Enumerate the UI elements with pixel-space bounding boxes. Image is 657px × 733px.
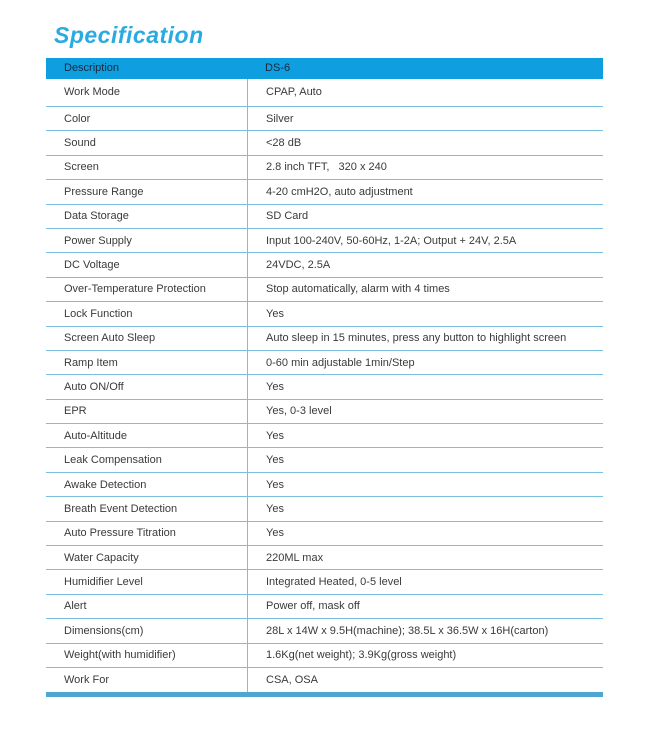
spec-label: Over-Temperature Protection: [64, 283, 206, 296]
table-row: [46, 351, 603, 375]
spec-label: Color: [64, 112, 91, 125]
table-bottom-bar: [46, 692, 603, 697]
specification-table: [46, 58, 603, 697]
table-row: [46, 497, 603, 521]
table-row: [46, 302, 603, 326]
table-row: [46, 375, 603, 399]
table-row: [46, 131, 603, 155]
spec-label: Power Supply: [64, 234, 132, 247]
spec-label: Screen: [64, 161, 99, 174]
spec-label: Work Mode: [64, 86, 121, 99]
table-row: [46, 522, 603, 546]
table-row: [46, 570, 603, 594]
spec-label: Data Storage: [64, 210, 129, 223]
spec-value: 1.6Kg(net weight); 3.9Kg(gross weight): [247, 644, 603, 667]
spec-value: 4-20 cmH2O, auto adjustment: [247, 180, 603, 203]
table-row: [46, 253, 603, 277]
table-header-description: Description: [64, 62, 120, 75]
spec-value: 220ML max: [247, 546, 603, 569]
spec-value: CSA, OSA: [247, 668, 603, 692]
table-row: [46, 448, 603, 472]
table-row: [46, 156, 603, 180]
spec-label: Water Capacity: [64, 551, 139, 564]
spec-value: 0-60 min adjustable 1min/Step: [247, 351, 603, 374]
table-body: [46, 79, 603, 692]
spec-label: Auto ON/Off: [64, 380, 124, 393]
spec-label: Awake Detection: [64, 478, 147, 491]
spec-label: Leak Compensation: [64, 454, 162, 467]
table-row: [46, 546, 603, 570]
spec-value: Power off, mask off: [247, 595, 603, 618]
spec-label: Ramp Item: [64, 356, 118, 369]
spec-value: Yes: [247, 375, 603, 398]
table-row: [46, 595, 603, 619]
spec-label: Sound: [64, 137, 96, 150]
spec-value: SD Card: [247, 205, 603, 228]
table-header-model: DS-6: [265, 62, 291, 75]
spec-label: Breath Event Detection: [64, 502, 178, 515]
spec-label: Screen Auto Sleep: [64, 332, 156, 345]
spec-label: Dimensions(cm): [64, 624, 144, 637]
spec-value: 24VDC, 2.5A: [247, 253, 603, 276]
spec-value: <28 dB: [247, 131, 603, 154]
table-row: [46, 424, 603, 448]
spec-value: Yes: [247, 424, 603, 447]
spec-value: Yes: [247, 302, 603, 325]
spec-value: Auto sleep in 15 minutes, press any button to highlight screen: [247, 327, 603, 350]
spec-label: Auto Pressure Titration: [64, 527, 176, 540]
spec-label: DC Voltage: [64, 258, 120, 271]
spec-value: Yes, 0-3 level: [247, 400, 603, 423]
spec-value: Input 100-240V, 50-60Hz, 1-2A; Output + 24V, 2.5A: [247, 229, 603, 252]
table-row: [46, 107, 603, 131]
spec-value: Yes: [247, 522, 603, 545]
table-row: [46, 79, 603, 107]
table-row: [46, 278, 603, 302]
spec-value: 28L x 14W x 9.5H(machine); 38.5L x 36.5W x 16H(carton): [247, 619, 603, 642]
spec-value: CPAP, Auto: [247, 79, 603, 106]
spec-value: Integrated Heated, 0-5 level: [247, 570, 603, 593]
spec-label: Alert: [64, 600, 87, 613]
table-row: [46, 229, 603, 253]
spec-label: Work For: [64, 674, 110, 687]
spec-label: EPR: [64, 405, 87, 418]
table-row: [46, 644, 603, 668]
spec-value: Yes: [247, 448, 603, 471]
table-row: [46, 180, 603, 204]
page-title: Specification: [54, 22, 204, 48]
spec-value: Silver: [247, 107, 603, 130]
spec-label: Auto-Altitude: [64, 429, 127, 442]
table-row: [46, 668, 603, 692]
table-header-row: [46, 58, 603, 79]
spec-label: Pressure Range: [64, 185, 144, 198]
spec-value: 2.8 inch TFT, 320 x 240: [247, 156, 603, 179]
table-row: [46, 473, 603, 497]
table-row: [46, 400, 603, 424]
spec-value: Yes: [247, 497, 603, 520]
table-row: [46, 327, 603, 351]
spec-label: Lock Function: [64, 307, 133, 320]
table-row: [46, 619, 603, 643]
spec-value: Yes: [247, 473, 603, 496]
spec-value: Stop automatically, alarm with 4 times: [247, 278, 603, 301]
table-row: [46, 205, 603, 229]
spec-label: Weight(with humidifier): [64, 649, 176, 662]
spec-label: Humidifier Level: [64, 576, 143, 589]
